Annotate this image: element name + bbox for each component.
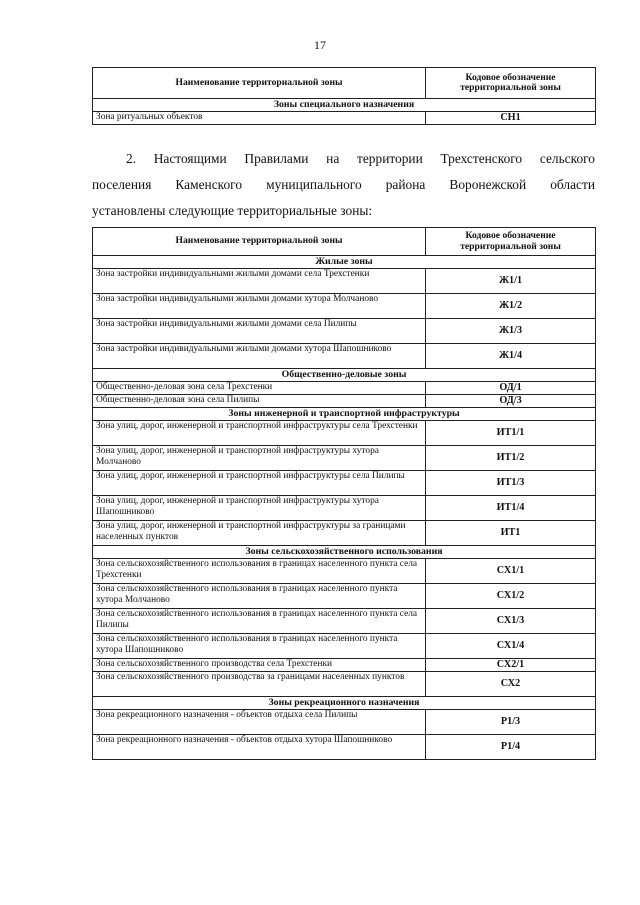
table-row (93, 672, 596, 697)
section-row (93, 99, 596, 112)
body-paragraph (92, 146, 595, 224)
zone-name: Зона улиц, дорог, инженерной и транспортной инфраструктуры за границами населенных пунктов (93, 521, 426, 546)
zone-code: ОД/1 (426, 382, 596, 395)
page-number: 17 (314, 38, 326, 52)
section-title: Зоны инженерной и транспортной инфраструктуры (93, 408, 596, 421)
paragraph-line-2: поселения Каменского муниципального района Воронежской области (92, 177, 595, 192)
zone-name: Зона сельскохозяйственного использования в границах населенного пункта села Трехстенки (93, 559, 426, 584)
table-row (93, 421, 596, 446)
table-row (93, 344, 596, 369)
table-row (93, 735, 596, 760)
zone-code: Ж1/1 (426, 269, 596, 294)
section-title: Зоны специального назначения (93, 99, 596, 112)
zone-name: Зона сельскохозяйственного использования в границах населенного пункта села Пилипы (93, 609, 426, 634)
zone-code: ИТ1/3 (426, 471, 596, 496)
zone-name: Зона сельскохозяйственного использования в границах населенного пункта хутора Шапошниково (93, 634, 426, 659)
table-header-row (93, 228, 596, 256)
table-row (93, 269, 596, 294)
table-row (93, 521, 596, 546)
section-row (93, 546, 596, 559)
zone-name: Зона сельскохозяйственного использования в границах населенного пункта хутора Молчаново (93, 584, 426, 609)
zone-code: Ж1/3 (426, 319, 596, 344)
table-row (93, 319, 596, 344)
section-title: Зоны сельскохозяйственного использования (93, 546, 596, 559)
section-row (93, 408, 596, 421)
table-header-row (93, 68, 596, 99)
zone-name: Зона застройки индивидуальными жилыми домами хутора Молчаново (93, 294, 426, 319)
zone-code: СХ1/3 (426, 609, 596, 634)
section-row (93, 369, 596, 382)
table-row (93, 446, 596, 471)
zone-code: ИТ1 (426, 521, 596, 546)
zone-name: Зона ритуальных объектов (93, 112, 426, 125)
territorial-zones-table (92, 227, 596, 760)
zone-code: СХ1/4 (426, 634, 596, 659)
table-row (93, 559, 596, 584)
zone-code: ИТ1/4 (426, 496, 596, 521)
table-row (93, 496, 596, 521)
zone-name: Зона рекреационного назначения - объектов отдыха хутора Шапошниково (93, 735, 426, 760)
zone-name: Зона сельскохозяйственного производства села Трехстенки (93, 659, 426, 672)
table-row (93, 382, 596, 395)
table-row (93, 395, 596, 408)
zone-name: Зона застройки индивидуальными жилыми домами села Пилипы (93, 319, 426, 344)
section-row (93, 697, 596, 710)
zone-name: Общественно-деловая зона села Пилипы (93, 395, 426, 408)
zone-code: Ж1/4 (426, 344, 596, 369)
zone-name: Зона улиц, дорог, инженерной и транспортной инфраструктуры хутора Шапошниково (93, 496, 426, 521)
zone-code: СН1 (426, 112, 596, 125)
zone-name: Зона рекреационного назначения - объектов отдыха села Пилипы (93, 710, 426, 735)
header-zone-name: Наименование территориальной зоны (93, 228, 426, 256)
special-zones-table (92, 67, 596, 125)
zone-name: Зона сельскохозяйственного производства за границами населенных пунктов (93, 672, 426, 697)
table-row (93, 659, 596, 672)
zone-code: ОД/3 (426, 395, 596, 408)
zone-code: Ж1/2 (426, 294, 596, 319)
table-row (93, 609, 596, 634)
zone-code: ИТ1/1 (426, 421, 596, 446)
zone-code: СХ2/1 (426, 659, 596, 672)
zone-name: Зона улиц, дорог, инженерной и транспортной инфраструктуры села Трехстенки (93, 421, 426, 446)
zone-code: Р1/4 (426, 735, 596, 760)
zone-name: Зона застройки индивидуальными жилыми домами хутора Шапошниково (93, 344, 426, 369)
section-row (93, 256, 596, 269)
table-row (93, 471, 596, 496)
zone-code: СХ1/1 (426, 559, 596, 584)
zone-name: Зона застройки индивидуальными жилыми домами села Трехстенки (93, 269, 426, 294)
section-title: Зоны рекреационного назначения (93, 697, 596, 710)
zone-name: Зона улиц, дорог, инженерной и транспортной инфраструктуры хутора Молчаново (93, 446, 426, 471)
section-title: Общественно-деловые зоны (93, 369, 596, 382)
paragraph-line-3: установлены следующие территориальные зоны: (92, 203, 373, 218)
section-title: Жилые зоны (93, 256, 596, 269)
header-zone-name: Наименование территориальной зоны (93, 68, 426, 99)
table-row (93, 584, 596, 609)
zone-code: СХ1/2 (426, 584, 596, 609)
zone-name: Общественно-деловая зона села Трехстенки (93, 382, 426, 395)
zone-code: ИТ1/2 (426, 446, 596, 471)
paragraph-line-1: 2. Настоящими Правилами на территории Трехстенского сельского (126, 151, 595, 166)
zone-code: СХ2 (426, 672, 596, 697)
header-zone-code: Кодовое обозначение территориальной зоны (426, 68, 596, 99)
zone-name: Зона улиц, дорог, инженерной и транспортной инфраструктуры села Пилипы (93, 471, 426, 496)
table-row (93, 634, 596, 659)
table-row (93, 710, 596, 735)
header-zone-code: Кодовое обозначение территориальной зоны (426, 228, 596, 256)
zone-code: Р1/3 (426, 710, 596, 735)
table-row (93, 294, 596, 319)
table-row (93, 112, 596, 125)
